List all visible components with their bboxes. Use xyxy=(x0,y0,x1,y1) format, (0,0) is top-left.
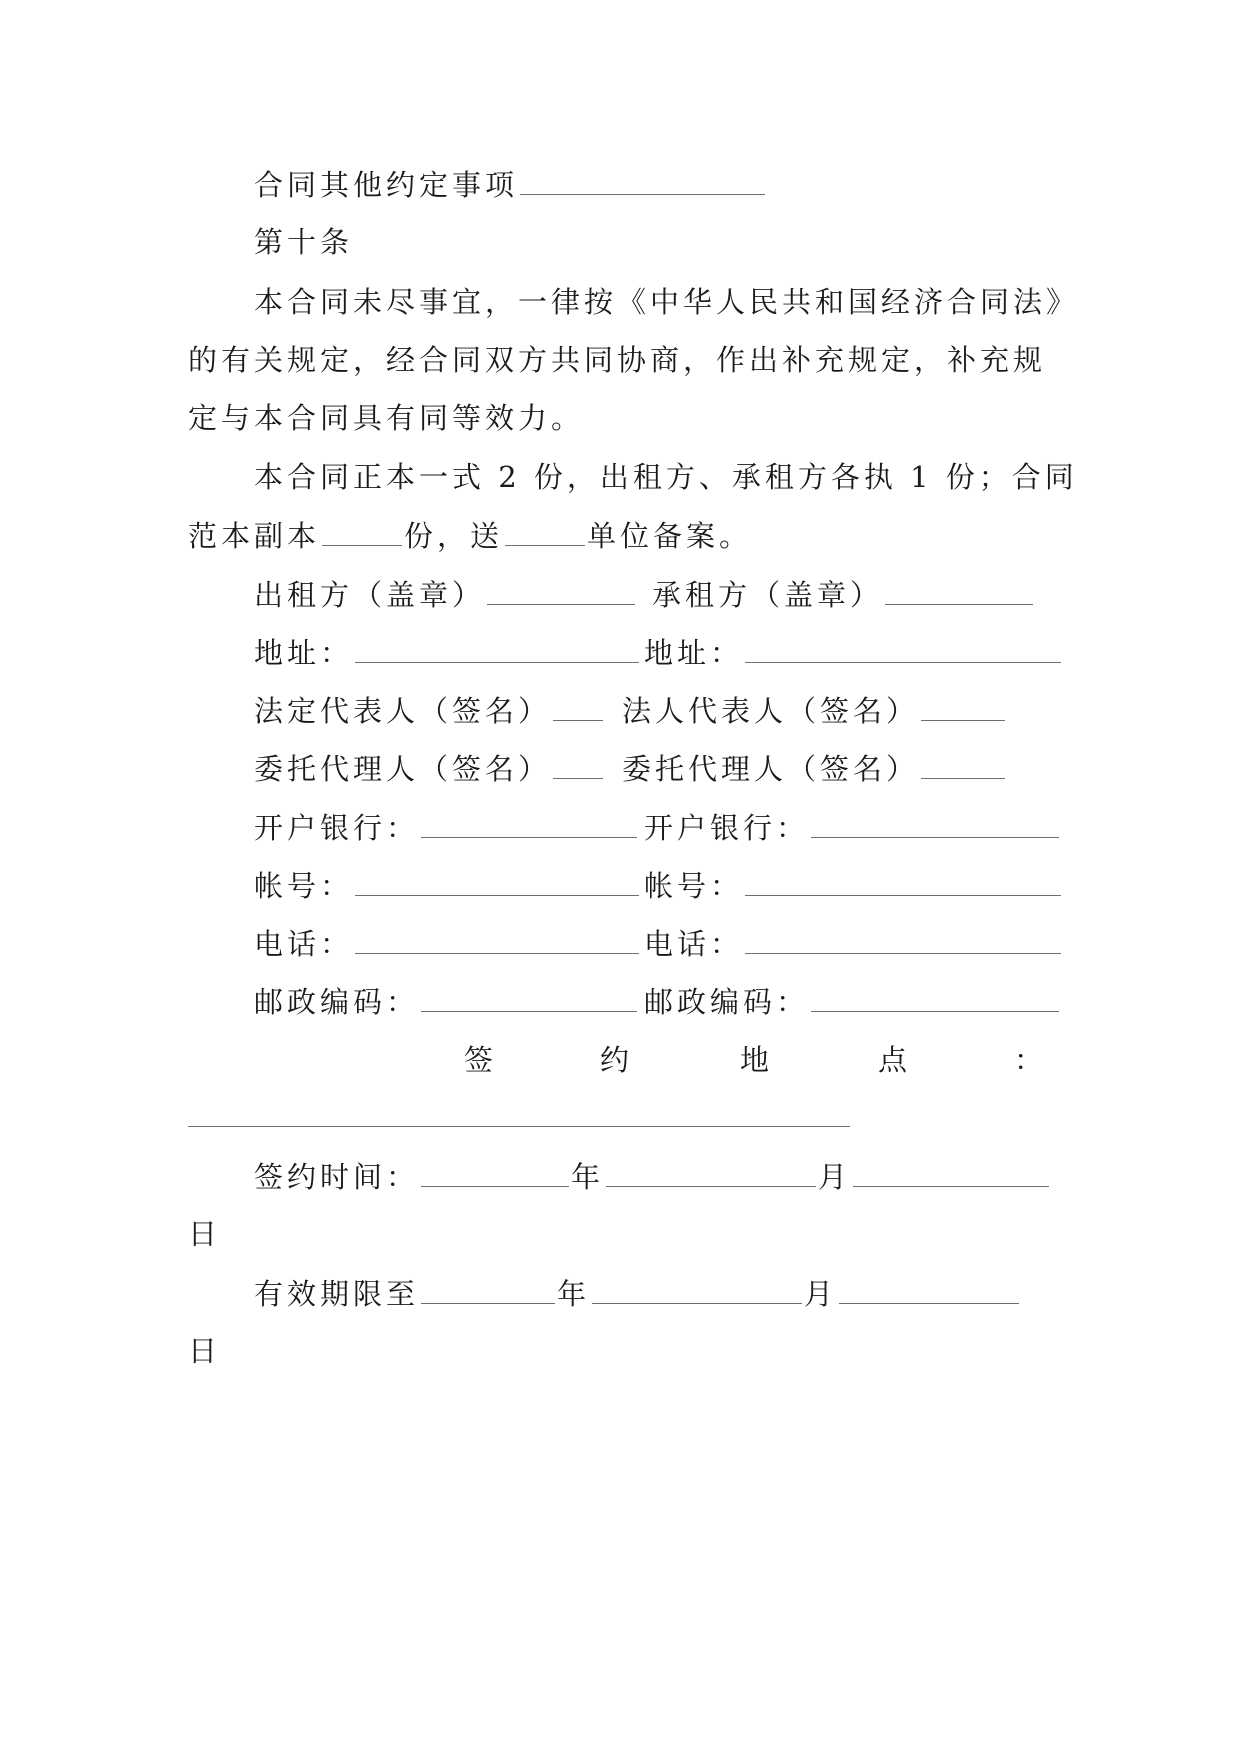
signing-time-label: 签约时间： xyxy=(254,1160,420,1194)
year-label: 年 xyxy=(557,1277,591,1311)
lessee-phone-label: 电话： xyxy=(644,927,744,961)
lessor-address-blank[interactable] xyxy=(355,632,639,663)
lessee-legal-rep-row xyxy=(622,690,1007,731)
validity-day-label: 日 xyxy=(188,1334,222,1368)
lessee-bank-label: 开户银行： xyxy=(644,811,810,845)
paragraph-line: 本合同未尽事宜，一律按《中华人民共和国经济合同法》 xyxy=(254,285,1080,319)
lessor-phone-row xyxy=(254,923,641,964)
lessee-phone-blank[interactable] xyxy=(745,923,1061,954)
lessor-bank-blank[interactable] xyxy=(421,807,637,838)
year-label: 年 xyxy=(571,1160,605,1194)
other-terms-label: 合同其他约定事项 xyxy=(254,168,519,202)
lessor-agent-row xyxy=(254,748,605,789)
lessor-address-label: 地址： xyxy=(254,636,354,670)
paragraph-line: 定与本合同具有同等效力。 xyxy=(188,401,585,435)
lessee-address-label: 地址： xyxy=(644,636,744,670)
lessee-bank-blank[interactable] xyxy=(811,807,1059,838)
validity-row xyxy=(254,1273,1021,1314)
lessee-account-label: 帐号： xyxy=(644,869,744,903)
lessee-postcode-label: 邮政编码： xyxy=(644,985,810,1019)
signing-day-label: 日 xyxy=(188,1217,222,1251)
signing-year-blank[interactable] xyxy=(421,1156,569,1187)
copies-label: 范本副本 xyxy=(188,519,321,553)
lessor-agent-blank[interactable] xyxy=(553,748,603,779)
signing-place-char: 点 xyxy=(878,1043,908,1077)
lessor-postcode-label: 邮政编码： xyxy=(254,985,420,1019)
copies-line xyxy=(188,515,752,556)
lessor-postcode-row xyxy=(254,981,639,1022)
lessee-agent-label: 委托代理人（签名） xyxy=(622,752,920,786)
lessor-seal-label: 出租方（盖章） xyxy=(254,578,486,612)
signing-place-label xyxy=(0,1040,1241,1080)
lessee-agent-blank[interactable] xyxy=(921,748,1005,779)
signing-time-row xyxy=(254,1156,1051,1197)
lessor-phone-label: 电话： xyxy=(254,927,354,961)
lessor-seal-row xyxy=(254,574,637,615)
validity-year-blank[interactable] xyxy=(421,1273,555,1304)
lessor-phone-blank[interactable] xyxy=(355,923,639,954)
lessee-agent-row xyxy=(622,748,1007,789)
other-terms-blank[interactable] xyxy=(520,164,765,195)
lessee-seal-blank[interactable] xyxy=(885,574,1033,605)
month-label: 月 xyxy=(804,1277,838,1311)
signing-place-char: 约 xyxy=(600,1043,630,1077)
paragraph-line: 的有关规定，经合同双方共同协商，作出补充规定，补充规 xyxy=(188,343,1047,377)
validity-month-blank[interactable] xyxy=(592,1273,802,1304)
lessee-address-blank[interactable] xyxy=(745,632,1061,663)
lessor-agent-label: 委托代理人（签名） xyxy=(254,752,552,786)
copies-count-blank[interactable] xyxy=(322,515,402,546)
paragraph-line: 本合同正本一式 2 份，出租方、承租方各执 1 份；合同 xyxy=(254,460,1078,494)
signing-place-char: ： xyxy=(1014,1043,1044,1077)
lessor-account-blank[interactable] xyxy=(355,865,639,896)
lessor-postcode-blank[interactable] xyxy=(421,981,637,1012)
lessee-bank-row xyxy=(644,807,1061,848)
signing-place-char: 地 xyxy=(740,1043,770,1077)
lessor-bank-label: 开户银行： xyxy=(254,811,420,845)
lessee-postcode-blank[interactable] xyxy=(811,981,1059,1012)
lessor-account-row xyxy=(254,865,641,906)
article-ten-heading: 第十条 xyxy=(254,225,354,259)
validity-label: 有效期限至 xyxy=(254,1277,420,1311)
copies-filing-label: 单位备案。 xyxy=(587,519,753,553)
lessor-legal-rep-row xyxy=(254,690,605,731)
lessor-legal-rep-blank[interactable] xyxy=(553,690,603,721)
filing-unit-blank[interactable] xyxy=(505,515,585,546)
lessor-seal-blank[interactable] xyxy=(487,574,635,605)
lessee-legal-rep-blank[interactable] xyxy=(921,690,1005,721)
month-label: 月 xyxy=(818,1160,852,1194)
lessee-account-blank[interactable] xyxy=(745,865,1061,896)
lessee-seal-row xyxy=(652,574,1035,615)
other-terms-line xyxy=(254,164,767,205)
signing-month-blank[interactable] xyxy=(606,1156,816,1187)
lessor-legal-rep-label: 法定代表人（签名） xyxy=(254,694,552,728)
lessee-seal-label: 承租方（盖章） xyxy=(652,578,884,612)
copies-send-label: 份，送 xyxy=(404,519,504,553)
lessee-phone-row xyxy=(644,923,1063,964)
lessee-postcode-row xyxy=(644,981,1061,1022)
signing-day-blank[interactable] xyxy=(853,1156,1049,1187)
signing-place-char: 签 xyxy=(464,1043,494,1077)
lessor-account-label: 帐号： xyxy=(254,869,354,903)
validity-day-blank[interactable] xyxy=(839,1273,1019,1304)
lessor-bank-row xyxy=(254,807,639,848)
lessee-address-row xyxy=(644,632,1063,673)
signing-place-blank[interactable] xyxy=(188,1126,850,1127)
lessee-legal-rep-label: 法人代表人（签名） xyxy=(622,694,920,728)
lessee-account-row xyxy=(644,865,1063,906)
lessor-address-row xyxy=(254,632,641,673)
